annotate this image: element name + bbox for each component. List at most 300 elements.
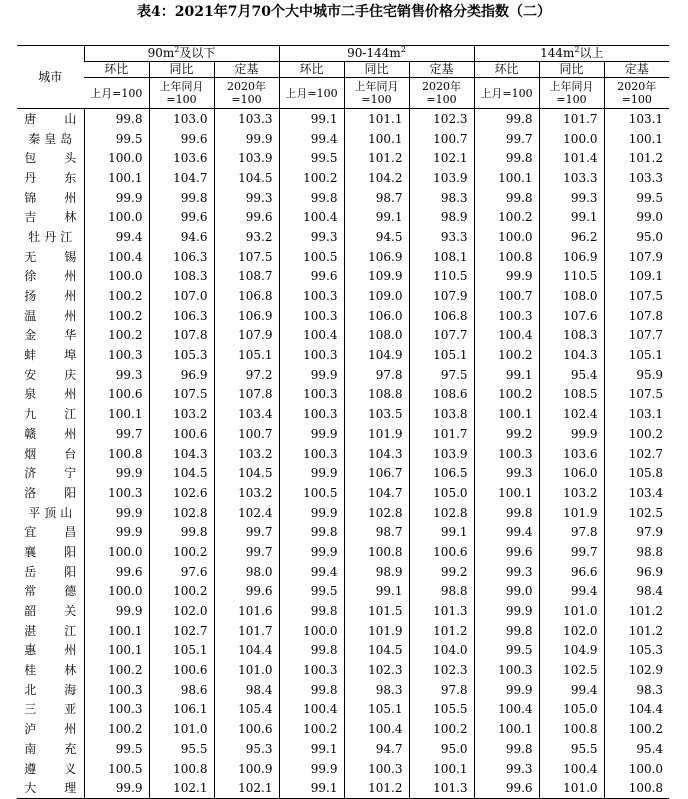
index-value-cell: 98.3 — [344, 680, 409, 700]
table-row — [17, 739, 669, 759]
table-row — [17, 424, 669, 444]
city-cell — [17, 660, 84, 680]
city-name: 丹东 — [24, 170, 77, 185]
index-value-cell: 99.6 — [214, 582, 279, 602]
index-value-cell: 99.8 — [474, 148, 539, 168]
index-value-cell: 100.8 — [604, 778, 669, 798]
index-value-cell: 97.9 — [604, 522, 669, 542]
index-value-cell: 101.2 — [344, 778, 409, 798]
index-value-cell: 103.2 — [214, 483, 279, 503]
index-value-cell: 99.9 — [84, 503, 149, 523]
table-row — [17, 503, 669, 523]
metric-header: 环比 — [279, 62, 344, 78]
index-value-cell: 100.4 — [279, 207, 344, 227]
index-value-cell: 98.3 — [409, 188, 474, 208]
index-value-cell: 103.1 — [604, 404, 669, 424]
index-value-cell: 110.5 — [539, 267, 604, 287]
index-value-cell: 101.0 — [214, 660, 279, 680]
index-value-cell: 100.7 — [474, 286, 539, 306]
city-cell — [17, 306, 84, 326]
index-value-cell: 97.8 — [539, 522, 604, 542]
index-value-cell: 99.8 — [279, 641, 344, 661]
index-value-cell: 97.8 — [409, 680, 474, 700]
city-name: 九江 — [24, 407, 77, 422]
table-row — [17, 188, 669, 208]
index-value-cell: 100.2 — [84, 660, 149, 680]
index-value-cell: 100.3 — [84, 483, 149, 503]
index-value-cell: 106.8 — [214, 286, 279, 306]
index-value-cell: 99.9 — [279, 759, 344, 779]
index-value-cell: 104.4 — [604, 700, 669, 720]
index-value-cell: 95.4 — [604, 739, 669, 759]
index-value-cell: 107.7 — [604, 326, 669, 346]
index-value-cell: 100.3 — [474, 660, 539, 680]
index-value-cell: 96.9 — [149, 365, 214, 385]
index-value-cell: 100.1 — [474, 168, 539, 188]
city-column-header: 城市 — [17, 46, 84, 109]
index-value-cell: 108.3 — [149, 267, 214, 287]
group-header-small: $90m^2$及以下 — [84, 46, 279, 62]
metric-header: 定基 — [409, 62, 474, 78]
table-row — [17, 267, 669, 287]
city-name: 包头 — [24, 151, 77, 166]
index-value-cell: 100.1 — [84, 404, 149, 424]
city-cell — [17, 444, 84, 464]
index-value-cell: 99.3 — [474, 562, 539, 582]
index-value-cell: 100.0 — [84, 207, 149, 227]
metric-header: 环比 — [84, 62, 149, 78]
table-row — [17, 680, 669, 700]
index-value-cell: 102.1 — [214, 778, 279, 798]
city-cell — [17, 503, 84, 523]
index-value-cell: 100.3 — [84, 700, 149, 720]
index-value-cell: 98.9 — [409, 207, 474, 227]
index-value-cell: 99.7 — [214, 522, 279, 542]
index-value-cell: 98.6 — [149, 680, 214, 700]
index-value-cell: 105.0 — [409, 483, 474, 503]
index-value-cell: 100.3 — [344, 759, 409, 779]
index-value-cell: 108.1 — [409, 247, 474, 267]
index-value-cell: 99.8 — [149, 188, 214, 208]
index-value-cell: 107.9 — [214, 326, 279, 346]
index-value-cell: 101.7 — [409, 424, 474, 444]
index-value-cell: 100.0 — [84, 148, 149, 168]
city-cell — [17, 562, 84, 582]
index-value-cell: 100.3 — [279, 306, 344, 326]
table-row — [17, 207, 669, 227]
index-value-cell: 98.7 — [344, 188, 409, 208]
table-row — [17, 365, 669, 385]
index-value-cell: 100.3 — [279, 444, 344, 464]
index-value-cell: 102.3 — [409, 109, 474, 129]
index-value-cell: 100.6 — [84, 385, 149, 405]
index-value-cell: 101.2 — [604, 601, 669, 621]
base-header: 2020年=100 — [604, 78, 669, 109]
index-value-cell: 105.5 — [409, 700, 474, 720]
city-cell — [17, 207, 84, 227]
index-value-cell: 99.4 — [84, 227, 149, 247]
index-value-cell: 95.5 — [149, 739, 214, 759]
city-cell — [17, 188, 84, 208]
table-row — [17, 601, 669, 621]
table-row — [17, 227, 669, 247]
index-value-cell: 103.3 — [214, 109, 279, 129]
city-name: 锦州 — [24, 190, 77, 205]
index-value-cell: 109.9 — [344, 267, 409, 287]
index-value-cell: 107.5 — [214, 247, 279, 267]
index-value-cell: 100.2 — [409, 719, 474, 739]
index-value-cell: 100.6 — [409, 542, 474, 562]
metric-header: 同比 — [344, 62, 409, 78]
index-value-cell: 99.9 — [84, 522, 149, 542]
index-value-cell: 99.5 — [604, 188, 669, 208]
index-value-cell: 101.7 — [539, 109, 604, 129]
index-value-cell: 99.9 — [214, 129, 279, 149]
index-value-cell: 100.8 — [149, 759, 214, 779]
index-value-cell: 101.9 — [344, 424, 409, 444]
index-value-cell: 104.9 — [344, 345, 409, 365]
index-value-cell: 101.2 — [604, 148, 669, 168]
index-value-cell: 107.5 — [604, 385, 669, 405]
city-name: 唐山 — [24, 111, 77, 126]
index-value-cell: 100.8 — [344, 542, 409, 562]
table-body — [17, 109, 669, 799]
index-value-cell: 103.9 — [409, 168, 474, 188]
header-row-groups — [17, 46, 669, 62]
index-value-cell: 95.3 — [214, 739, 279, 759]
index-value-cell: 99.9 — [84, 778, 149, 798]
city-cell — [17, 641, 84, 661]
index-value-cell: 95.0 — [409, 739, 474, 759]
index-value-cell: 100.3 — [84, 345, 149, 365]
index-value-cell: 99.9 — [474, 680, 539, 700]
index-value-cell: 103.9 — [409, 444, 474, 464]
index-value-cell: 107.8 — [604, 306, 669, 326]
index-value-cell: 100.2 — [279, 168, 344, 188]
index-value-cell: 101.7 — [214, 621, 279, 641]
index-value-cell: 104.3 — [539, 345, 604, 365]
metric-header: 同比 — [539, 62, 604, 78]
index-value-cell: 99.7 — [214, 542, 279, 562]
index-value-cell: 104.2 — [344, 168, 409, 188]
table-row — [17, 148, 669, 168]
index-value-cell: 106.3 — [149, 247, 214, 267]
price-index-table — [17, 45, 669, 799]
index-value-cell: 99.1 — [279, 109, 344, 129]
index-value-cell: 99.6 — [474, 778, 539, 798]
index-value-cell: 96.6 — [539, 562, 604, 582]
city-cell — [17, 522, 84, 542]
index-value-cell: 101.2 — [344, 148, 409, 168]
city-cell — [17, 778, 84, 798]
city-cell — [17, 326, 84, 346]
city-cell — [17, 365, 84, 385]
index-value-cell: 100.1 — [84, 621, 149, 641]
city-name: 赣州 — [24, 426, 77, 441]
city-name: 襄阳 — [24, 544, 77, 559]
index-value-cell: 100.4 — [279, 326, 344, 346]
index-value-cell: 104.3 — [149, 444, 214, 464]
index-value-cell: 104.9 — [539, 641, 604, 661]
index-value-cell: 100.5 — [279, 247, 344, 267]
index-value-cell: 99.9 — [539, 424, 604, 444]
index-value-cell: 102.1 — [149, 778, 214, 798]
base-header: 上月=100 — [474, 78, 539, 109]
index-value-cell: 100.3 — [474, 306, 539, 326]
index-value-cell: 100.1 — [474, 483, 539, 503]
index-value-cell: 99.8 — [279, 188, 344, 208]
city-cell — [17, 129, 84, 149]
index-value-cell: 100.3 — [279, 286, 344, 306]
index-value-cell: 100.1 — [474, 404, 539, 424]
index-value-cell: 100.0 — [84, 582, 149, 602]
group-header-large: $144m^2$以上 — [474, 46, 669, 62]
group-header-medium: $90-144m^2$ — [279, 46, 474, 62]
table-row — [17, 483, 669, 503]
table-row — [17, 326, 669, 346]
index-value-cell: 106.3 — [149, 306, 214, 326]
index-value-cell: 99.8 — [474, 109, 539, 129]
index-value-cell: 107.0 — [149, 286, 214, 306]
index-value-cell: 104.0 — [409, 641, 474, 661]
index-value-cell: 103.3 — [604, 168, 669, 188]
table-row — [17, 641, 669, 661]
city-cell — [17, 227, 84, 247]
index-value-cell: 99.2 — [409, 562, 474, 582]
index-value-cell: 97.8 — [344, 365, 409, 385]
base-header: 2020年=100 — [214, 78, 279, 109]
index-value-cell: 100.2 — [149, 582, 214, 602]
index-value-cell: 99.6 — [214, 207, 279, 227]
index-value-cell: 102.3 — [409, 660, 474, 680]
city-name: 湛江 — [24, 623, 77, 638]
base-header: 上年同月=100 — [149, 78, 214, 109]
index-value-cell: 106.9 — [344, 247, 409, 267]
index-value-cell: 102.7 — [149, 621, 214, 641]
city-name: 秦皇岛 — [28, 131, 73, 146]
index-value-cell: 106.0 — [539, 463, 604, 483]
index-value-cell: 103.2 — [539, 483, 604, 503]
index-value-cell: 97.5 — [409, 365, 474, 385]
index-value-cell: 99.4 — [539, 680, 604, 700]
index-value-cell: 100.2 — [84, 719, 149, 739]
header-row-bases — [17, 78, 669, 109]
index-value-cell: 102.0 — [149, 601, 214, 621]
index-value-cell: 107.6 — [539, 306, 604, 326]
index-value-cell: 99.4 — [539, 582, 604, 602]
index-value-cell: 100.2 — [84, 306, 149, 326]
index-value-cell: 101.0 — [539, 778, 604, 798]
index-value-cell: 99.9 — [279, 365, 344, 385]
index-value-cell: 94.5 — [344, 227, 409, 247]
index-value-cell: 108.7 — [214, 267, 279, 287]
table-row — [17, 247, 669, 267]
city-name: 温州 — [24, 308, 77, 323]
index-value-cell: 100.1 — [344, 129, 409, 149]
index-value-cell: 99.0 — [474, 582, 539, 602]
city-cell — [17, 247, 84, 267]
metric-header: 环比 — [474, 62, 539, 78]
index-value-cell: 101.3 — [409, 601, 474, 621]
index-value-cell: 103.5 — [344, 404, 409, 424]
index-value-cell: 105.3 — [149, 345, 214, 365]
metric-header: 定基 — [214, 62, 279, 78]
index-value-cell: 107.9 — [409, 286, 474, 306]
index-value-cell: 100.0 — [84, 267, 149, 287]
city-name: 韶关 — [24, 604, 77, 619]
city-name: 岳阳 — [24, 564, 77, 579]
index-value-cell: 100.5 — [279, 483, 344, 503]
index-value-cell: 107.5 — [604, 286, 669, 306]
index-value-cell: 100.1 — [409, 759, 474, 779]
city-cell — [17, 700, 84, 720]
index-value-cell: 95.4 — [539, 365, 604, 385]
index-value-cell: 99.3 — [279, 227, 344, 247]
index-value-cell: 105.1 — [344, 700, 409, 720]
index-value-cell: 105.4 — [214, 700, 279, 720]
header-row-metrics — [17, 62, 669, 78]
index-value-cell: 99.5 — [84, 739, 149, 759]
base-header: 上年同月=100 — [539, 78, 604, 109]
index-value-cell: 100.2 — [474, 207, 539, 227]
city-cell — [17, 424, 84, 444]
city-cell — [17, 385, 84, 405]
city-name: 泉州 — [24, 387, 77, 402]
index-value-cell: 99.9 — [84, 601, 149, 621]
index-value-cell: 102.5 — [604, 503, 669, 523]
index-value-cell: 103.3 — [539, 168, 604, 188]
index-value-cell: 99.8 — [474, 188, 539, 208]
index-value-cell: 102.0 — [539, 621, 604, 641]
index-value-cell: 95.5 — [539, 739, 604, 759]
city-cell — [17, 759, 84, 779]
city-cell — [17, 483, 84, 503]
table-row — [17, 168, 669, 188]
city-name: 蚌埠 — [24, 348, 77, 363]
city-name: 惠州 — [24, 643, 77, 658]
index-value-cell: 106.9 — [539, 247, 604, 267]
index-value-cell: 106.9 — [214, 306, 279, 326]
table-row — [17, 444, 669, 464]
index-value-cell: 104.7 — [344, 483, 409, 503]
city-name: 南充 — [24, 741, 77, 756]
index-value-cell: 99.4 — [474, 522, 539, 542]
table-row — [17, 700, 669, 720]
index-value-cell: 100.3 — [279, 404, 344, 424]
index-value-cell: 100.1 — [84, 641, 149, 661]
index-value-cell: 103.4 — [604, 483, 669, 503]
table-row — [17, 621, 669, 641]
index-value-cell: 100.6 — [149, 660, 214, 680]
base-header: 上月=100 — [84, 78, 149, 109]
index-value-cell: 102.3 — [344, 660, 409, 680]
base-header: 上年同月=100 — [344, 78, 409, 109]
index-value-cell: 104.5 — [214, 463, 279, 483]
table-row — [17, 562, 669, 582]
index-value-cell: 104.5 — [149, 463, 214, 483]
index-value-cell: 101.5 — [344, 601, 409, 621]
index-value-cell: 100.2 — [474, 345, 539, 365]
table-row — [17, 660, 669, 680]
city-cell — [17, 739, 84, 759]
index-value-cell: 99.9 — [279, 542, 344, 562]
city-cell — [17, 542, 84, 562]
index-value-cell: 99.1 — [474, 365, 539, 385]
index-value-cell: 95.0 — [604, 227, 669, 247]
index-value-cell: 98.9 — [344, 562, 409, 582]
index-value-cell: 99.7 — [539, 542, 604, 562]
table-row — [17, 542, 669, 562]
city-cell — [17, 168, 84, 188]
index-value-cell: 99.9 — [474, 601, 539, 621]
city-name: 济宁 — [24, 466, 77, 481]
index-value-cell: 109.0 — [344, 286, 409, 306]
city-cell — [17, 463, 84, 483]
metric-header: 同比 — [149, 62, 214, 78]
metric-header: 定基 — [604, 62, 669, 78]
index-value-cell: 99.8 — [149, 522, 214, 542]
index-value-cell: 100.3 — [279, 385, 344, 405]
index-value-cell: 97.6 — [149, 562, 214, 582]
index-value-cell: 99.8 — [474, 621, 539, 641]
index-value-cell: 106.1 — [149, 700, 214, 720]
city-name: 三亚 — [24, 702, 77, 717]
index-value-cell: 99.8 — [279, 601, 344, 621]
city-cell — [17, 109, 84, 129]
index-value-cell: 101.2 — [604, 621, 669, 641]
index-value-cell: 98.0 — [214, 562, 279, 582]
index-value-cell: 94.7 — [344, 739, 409, 759]
table-row — [17, 345, 669, 365]
index-value-cell: 99.3 — [539, 188, 604, 208]
table-row — [17, 719, 669, 739]
index-value-cell: 99.9 — [84, 463, 149, 483]
city-name: 烟台 — [24, 446, 77, 461]
index-value-cell: 101.1 — [344, 109, 409, 129]
index-value-cell: 100.8 — [84, 444, 149, 464]
city-name: 金华 — [24, 328, 77, 343]
index-value-cell: 100.3 — [279, 660, 344, 680]
index-value-cell: 99.7 — [84, 424, 149, 444]
index-value-cell: 102.4 — [539, 404, 604, 424]
index-value-cell: 100.4 — [84, 247, 149, 267]
city-name: 北海 — [24, 682, 77, 697]
city-name: 泸州 — [24, 722, 77, 737]
index-value-cell: 107.5 — [149, 385, 214, 405]
index-value-cell: 106.5 — [409, 463, 474, 483]
index-value-cell: 100.3 — [474, 444, 539, 464]
index-value-cell: 102.6 — [149, 483, 214, 503]
index-value-cell: 99.1 — [279, 739, 344, 759]
index-value-cell: 102.8 — [149, 503, 214, 523]
index-value-cell: 102.7 — [604, 444, 669, 464]
table-row — [17, 385, 669, 405]
index-value-cell: 104.5 — [344, 641, 409, 661]
index-value-cell: 95.9 — [604, 365, 669, 385]
index-value-cell: 99.6 — [149, 129, 214, 149]
city-name: 平顶山 — [28, 505, 73, 520]
index-value-cell: 107.9 — [604, 247, 669, 267]
index-value-cell: 108.5 — [539, 385, 604, 405]
index-value-cell: 99.1 — [409, 522, 474, 542]
index-value-cell: 108.8 — [344, 385, 409, 405]
index-value-cell: 100.8 — [474, 247, 539, 267]
city-name: 牡丹江 — [28, 229, 73, 244]
index-value-cell: 103.0 — [149, 109, 214, 129]
index-value-cell: 109.1 — [604, 267, 669, 287]
index-value-cell: 100.4 — [344, 719, 409, 739]
city-cell — [17, 601, 84, 621]
